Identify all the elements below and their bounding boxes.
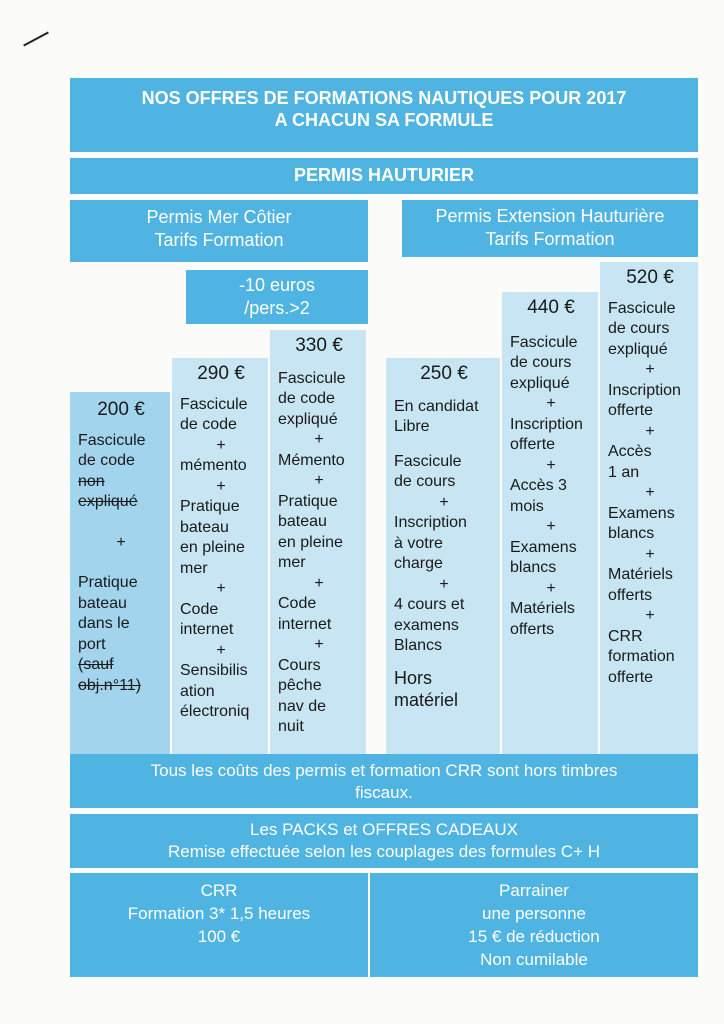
offer-item: de cours bbox=[510, 354, 572, 371]
offer-item: Mémento bbox=[278, 451, 345, 469]
offer-item: CRR bbox=[608, 627, 643, 645]
offer-item: Matériels bbox=[608, 566, 673, 583]
offer-card-440 bbox=[502, 292, 598, 754]
sponsor-line-3: 15 € de réduction bbox=[468, 927, 600, 946]
note-line-2: fiscaux. bbox=[355, 783, 413, 802]
coastal-permit-heading bbox=[70, 200, 368, 262]
offer-item: internet bbox=[278, 615, 332, 633]
page-title bbox=[70, 78, 698, 152]
coastal-heading-line-1: Permis Mer Côtier bbox=[146, 207, 292, 227]
crr-offer-card bbox=[70, 873, 368, 977]
offer-item: 1 an bbox=[608, 463, 640, 481]
offer-item: offerts bbox=[510, 620, 555, 638]
offer-card-250 bbox=[386, 358, 500, 754]
sponsor-line-2: une personne bbox=[482, 904, 586, 923]
discount-line-1: -10 euros bbox=[238, 275, 316, 295]
offer-item: matériel bbox=[394, 689, 459, 710]
offer-item: Matériels bbox=[510, 600, 575, 617]
offer-item: Sensibilis bbox=[180, 662, 248, 679]
packs-offers-banner bbox=[70, 814, 698, 868]
offer-item: mémento bbox=[180, 457, 247, 474]
offer-item-plus: + bbox=[546, 395, 556, 412]
offer-item-plus: + bbox=[645, 484, 655, 501]
offer-item-plus: + bbox=[216, 477, 226, 495]
coastal-heading-line-2: Tarifs Formation bbox=[154, 230, 284, 250]
offer-item: électroniq bbox=[180, 703, 250, 720]
title-line-1: NOS OFFRES DE FORMATIONS NAUTIQUES POUR 2017 bbox=[141, 88, 627, 108]
offer-item-plus: + bbox=[546, 579, 556, 597]
offer-item: Accès 3 bbox=[510, 477, 567, 494]
offer-item-plus: + bbox=[116, 533, 126, 551]
offer-item: port bbox=[78, 635, 106, 653]
offer-item: expliqué bbox=[510, 374, 570, 392]
offer-item: Fascicule bbox=[180, 395, 248, 413]
offer-item: bateau bbox=[278, 513, 327, 530]
offer-item-plus: + bbox=[645, 422, 655, 440]
offer-item-plus: + bbox=[314, 636, 324, 653]
offer-item-plus: + bbox=[216, 436, 226, 454]
packs-line-2: Remise effectuée selon les couplages des formules C+ H bbox=[168, 842, 600, 861]
offer-price: 520 € bbox=[626, 267, 674, 288]
offer-item-struck: obj.n°11) bbox=[78, 676, 142, 694]
offer-item: Fascicule bbox=[278, 369, 346, 387]
offer-item: Libre bbox=[394, 418, 430, 435]
offer-item-plus: + bbox=[645, 545, 655, 563]
offer-item-plus: + bbox=[216, 580, 226, 597]
offer-item: Hors bbox=[394, 667, 433, 688]
offer-item: offerte bbox=[608, 668, 654, 686]
offer-item: expliqué bbox=[608, 340, 668, 358]
offer-item: blancs bbox=[608, 525, 655, 542]
offer-item-plus: + bbox=[546, 518, 556, 535]
offer-item-plus: + bbox=[645, 607, 655, 624]
packs-line-1: Les PACKS et OFFRES CADEAUX bbox=[250, 820, 518, 839]
offer-item: pêche bbox=[278, 677, 322, 694]
offer-item: en pleine bbox=[180, 539, 245, 556]
offer-item: bateau bbox=[78, 594, 127, 612]
crr-line-1: CRR bbox=[200, 881, 238, 900]
title-line-2: A CHACUN SA FORMULE bbox=[274, 110, 494, 130]
offer-card-330 bbox=[270, 330, 366, 754]
offer-item: mois bbox=[510, 497, 544, 515]
offer-item-plus: + bbox=[439, 493, 449, 511]
offer-item: dans le bbox=[78, 615, 130, 632]
offer-item-struck: expliqué bbox=[78, 493, 138, 510]
offer-item: Fascicule bbox=[608, 299, 676, 317]
offer-item: Blancs bbox=[394, 637, 443, 654]
offer-item-plus: + bbox=[314, 431, 324, 448]
offshore-permit-heading bbox=[402, 200, 698, 257]
note-line-1: Tous les coûts des permis et formation CRR sont hors timbres bbox=[150, 761, 618, 780]
offshore-heading-line-2: Tarifs Formation bbox=[485, 229, 615, 249]
offer-item: nav de bbox=[278, 697, 327, 715]
offer-item: de cours bbox=[394, 473, 456, 490]
offer-item: Examens bbox=[608, 504, 675, 522]
offer-item: nuit bbox=[278, 718, 304, 735]
offer-item: mer bbox=[180, 559, 208, 577]
discount-line-2: /pers.>2 bbox=[244, 298, 310, 318]
section-title bbox=[70, 158, 698, 194]
offer-item: de cours bbox=[608, 320, 670, 337]
offer-item: Code bbox=[278, 595, 317, 612]
offer-item: formation bbox=[608, 648, 675, 665]
pen-mark bbox=[23, 32, 49, 47]
offer-item: Inscription bbox=[394, 514, 467, 531]
offer-item-struck: (sauf bbox=[78, 656, 114, 673]
offer-item: Examens bbox=[510, 538, 577, 556]
offer-item-plus: + bbox=[314, 472, 324, 489]
offer-item: Inscription bbox=[608, 381, 681, 399]
offer-item: offerte bbox=[510, 436, 556, 453]
offer-item: Code bbox=[180, 600, 219, 618]
offer-item: offerts bbox=[608, 586, 653, 604]
offer-price: 200 € bbox=[97, 399, 145, 420]
offer-item: Pratique bbox=[180, 498, 240, 515]
offer-item: Cours bbox=[278, 656, 321, 674]
offer-item: En candidat bbox=[394, 397, 479, 415]
tax-stamp-note bbox=[70, 754, 698, 808]
offer-card-520 bbox=[600, 262, 698, 754]
offer-item: mer bbox=[278, 554, 306, 571]
offer-price: 440 € bbox=[527, 297, 575, 318]
offer-item: en pleine bbox=[278, 533, 343, 551]
sponsor-line-1: Parrainer bbox=[499, 881, 569, 900]
offer-item: 4 cours et bbox=[394, 596, 465, 613]
offer-item: ation bbox=[180, 682, 215, 700]
offer-item: à votre bbox=[394, 534, 443, 552]
offer-item: Inscription bbox=[510, 415, 583, 433]
offer-item: charge bbox=[394, 555, 443, 572]
crr-line-2: Formation 3* 1,5 heures bbox=[127, 904, 311, 923]
offer-price: 290 € bbox=[197, 363, 245, 384]
offer-item: de code bbox=[180, 416, 237, 433]
offer-item: expliqué bbox=[278, 410, 338, 428]
offer-item-plus: + bbox=[439, 575, 449, 593]
offer-item-struck: non bbox=[78, 472, 105, 490]
offer-item: offerte bbox=[608, 402, 654, 419]
offer-item-plus: + bbox=[546, 456, 556, 474]
offer-item-plus: + bbox=[216, 641, 226, 659]
offer-item: Fascicule bbox=[394, 452, 462, 470]
offer-item: Fascicule bbox=[78, 431, 146, 449]
offer-item: Fascicule bbox=[510, 333, 578, 351]
offer-item: Accès bbox=[608, 443, 652, 460]
offer-price: 330 € bbox=[295, 335, 343, 356]
sponsor-line-4: Non cumilable bbox=[480, 950, 588, 969]
offer-item: internet bbox=[180, 621, 234, 638]
offer-item: de code bbox=[278, 390, 335, 407]
offshore-heading-line-1: Permis Extension Hauturière bbox=[435, 206, 665, 226]
offer-price: 250 € bbox=[420, 363, 468, 384]
offer-card-290 bbox=[172, 358, 268, 754]
offer-item: blancs bbox=[510, 559, 557, 576]
offer-item: examens bbox=[394, 616, 459, 634]
offer-item: de code bbox=[78, 452, 135, 469]
offer-item-plus: + bbox=[314, 574, 324, 592]
group-discount-badge bbox=[186, 270, 368, 324]
offer-card-200 bbox=[70, 392, 170, 754]
sponsorship-offer-card bbox=[370, 873, 698, 977]
offer-item-plus: + bbox=[645, 361, 655, 378]
offer-item: bateau bbox=[180, 518, 229, 536]
section-title-text: PERMIS HAUTURIER bbox=[293, 165, 474, 185]
offer-item: Pratique bbox=[78, 574, 138, 591]
offer-item: Pratique bbox=[278, 492, 338, 510]
crr-line-3: 100 € bbox=[197, 927, 241, 946]
